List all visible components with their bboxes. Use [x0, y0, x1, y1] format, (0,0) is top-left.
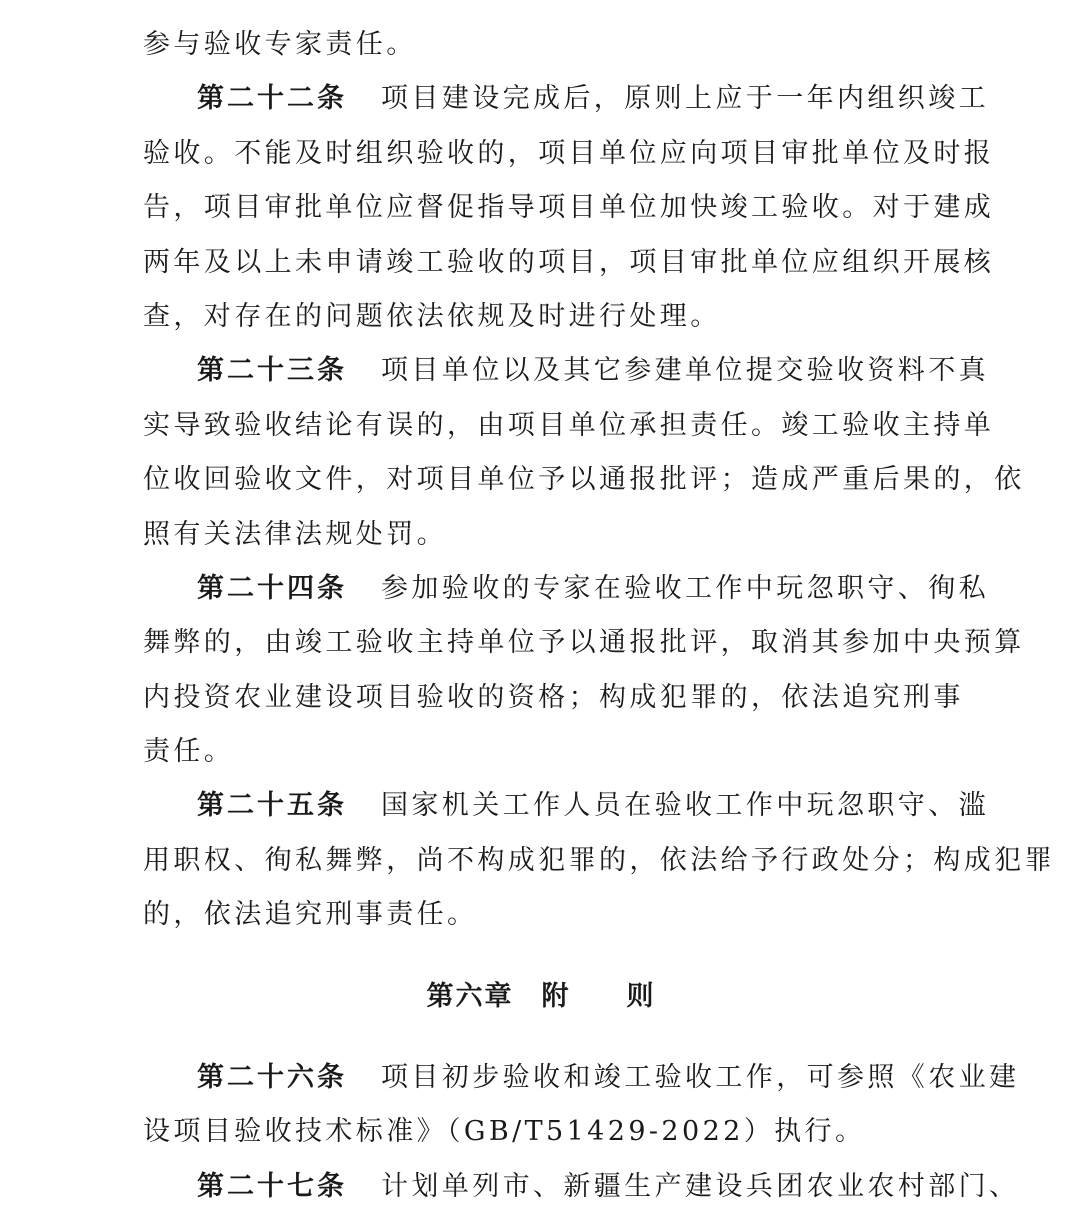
article-number: 第二十三条 — [197, 355, 347, 387]
article-text: 项目建设完成后，原则上应于一年内组织竣工 — [381, 83, 989, 115]
article-number: 第二十七条 — [197, 1170, 347, 1202]
article-25 — [143, 779, 1055, 942]
article-text-line: 的，依法追究刑事责任。 — [143, 899, 478, 931]
article-text-line: 两年及以上未申请竣工验收的项目，项目审批单位应组织开展核 — [143, 246, 995, 278]
article-27 — [143, 1160, 1020, 1214]
article-text: 项目初步验收和竣工验收工作，可参照《农业建 — [381, 1062, 1020, 1094]
article-text-line: 查，对存在的问题依法依规及时进行处理。 — [143, 300, 721, 332]
article-number: 第二十二条 — [197, 83, 347, 115]
article-text-line: 内投资农业建设项目验收的资格；构成犯罪的，依法追究刑事 — [143, 681, 964, 713]
article-first-line — [143, 562, 989, 616]
article-text-line: 告，项目审批单位应督促指导项目单位加快竣工验收。对于建成 — [143, 192, 995, 224]
article-text: 国家机关工作人员在验收工作中玩忽职守、滥 — [381, 790, 989, 822]
article-first-line — [143, 1160, 1020, 1214]
article-24 — [143, 562, 1025, 780]
article-text-line: 验收。不能及时组织验收的，项目单位应向项目审批单位及时报 — [143, 137, 995, 169]
article-text-line: 设项目验收技术标准》（GB/T51429-2022）执行。 — [143, 1116, 866, 1148]
article-text: 项目单位以及其它参建单位提交验收资料不真 — [381, 355, 989, 387]
article-23 — [143, 344, 1025, 562]
article-text-line: 舞弊的，由竣工验收主持单位予以通报批评，取消其参加中央预算 — [143, 627, 1025, 659]
article-text-line: 用职权、徇私舞弊，尚不构成犯罪的，依法给予行政处分；构成犯罪 — [143, 844, 1055, 876]
chapter-number: 第六章 — [426, 980, 514, 1012]
article-text: 参加验收的专家在验收工作中玩忽职守、徇私 — [381, 572, 989, 604]
article-number: 第二十四条 — [197, 572, 347, 604]
article-first-line — [143, 1051, 1020, 1105]
article-first-line — [143, 344, 989, 398]
article-first-line — [143, 72, 989, 126]
article-26 — [143, 1051, 1020, 1160]
chapter-title-part2: 则 — [626, 980, 656, 1012]
article-text-line: 责任。 — [143, 736, 235, 768]
article-number: 第二十五条 — [197, 790, 347, 822]
article-text-line: 实导致验收结论有误的，由项目单位承担责任。竣工验收主持单 — [143, 409, 995, 441]
article-text: 计划单列市、新疆生产建设兵团农业农村部门、 — [381, 1170, 1020, 1202]
article-text-line: 位收回验收文件，对项目单位予以通报批评；造成严重后果的，依 — [143, 464, 1025, 496]
document-page — [143, 18, 1055, 1214]
chapter-heading — [143, 970, 943, 1024]
article-number: 第二十六条 — [197, 1062, 347, 1094]
paragraph-fragment: 参与验收专家责任。 — [143, 29, 417, 60]
article-text-line: 照有关法律法规处罚。 — [143, 518, 447, 550]
chapter-title-part1: 附 — [541, 980, 571, 1012]
article-first-line — [143, 779, 989, 833]
article-22 — [143, 72, 995, 344]
